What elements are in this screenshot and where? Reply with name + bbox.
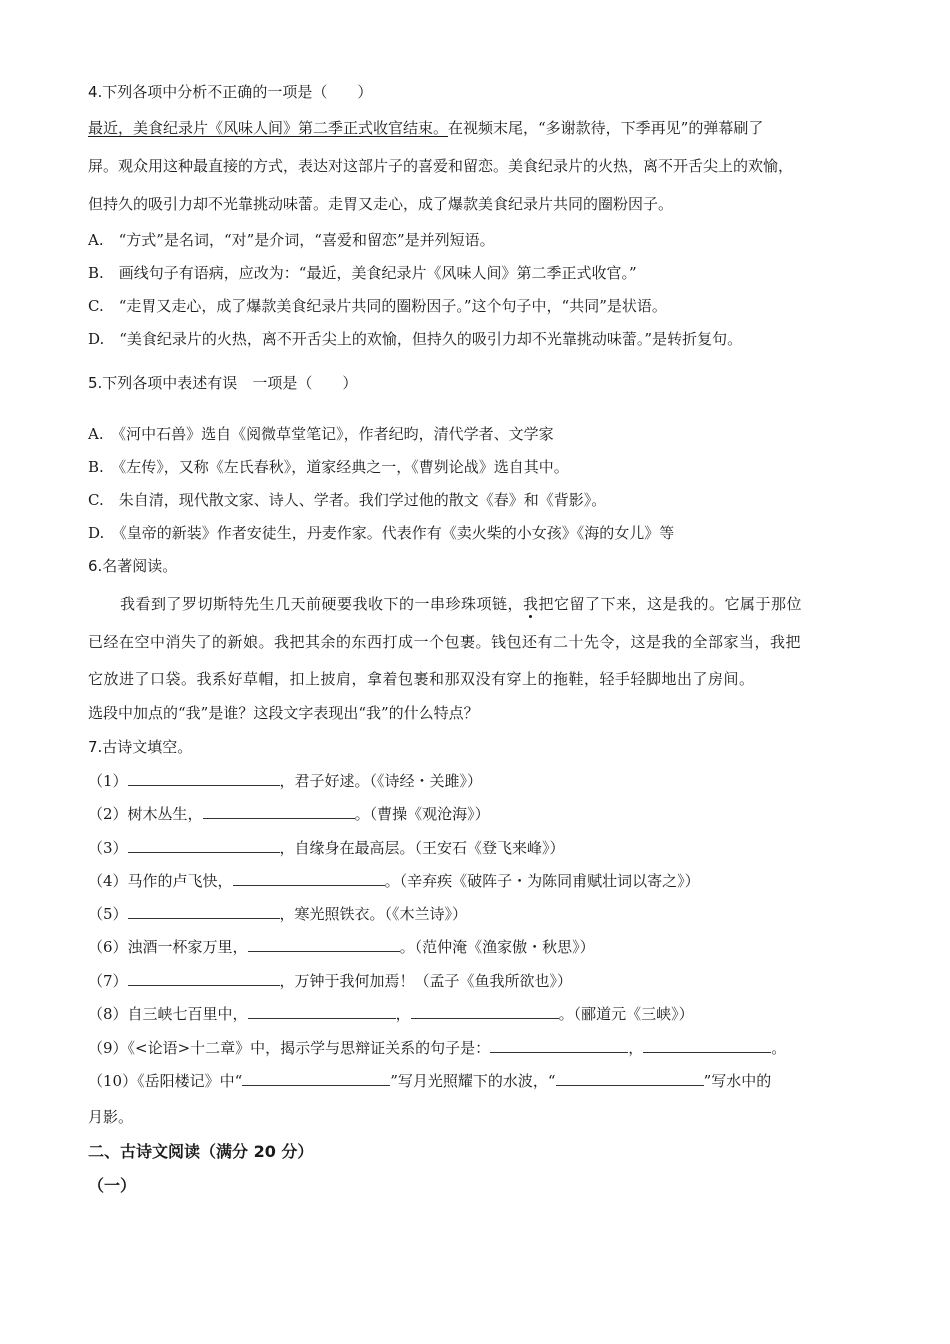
q7-item-8 (88, 1004, 694, 1024)
q4-option-a: A. “方式”是名词，“对”是介词，“喜爱和留恋”是并列短语。 (88, 231, 495, 249)
item-text: 。（郦道元《三峡》） (558, 1005, 694, 1023)
item-text: 《岳阳楼记》中“ (137, 1072, 243, 1090)
fill-blank[interactable] (128, 971, 280, 986)
subsection-heading: （一） (88, 1176, 137, 1195)
section-heading: 二、古诗文阅读（满分 20 分） (88, 1142, 314, 1161)
q7-item-10-continuation: 月影。 (88, 1108, 134, 1126)
item-text: 。（辛弃疾《破阵子・为陈同甫赋壮词以寄之》） (384, 872, 700, 890)
item-number: （6） (88, 938, 128, 956)
item-text: 。（曹操《观沧海》） (354, 805, 490, 823)
q4-passage-line3: 但持久的吸引力却不光靠挑动味蕾。走胃又走心，成了爆款美食纪录片共同的圈粉因子。 (88, 195, 674, 213)
q7-item-3 (88, 838, 565, 858)
q6-dotted-me: 我 (523, 595, 539, 613)
q6-excerpt-line1 (120, 594, 802, 614)
item-number: （2） (88, 805, 128, 823)
fill-blank[interactable] (242, 1071, 390, 1086)
fill-blank[interactable] (128, 838, 280, 853)
q4-option-d: D. “美食纪录片的火热，离不开舌尖上的欢愉，但持久的吸引力却不光靠挑动味蕾。”是转折复句。 (88, 330, 743, 348)
q4-option-b: B. 画线句子有语病，应改为：“最近，美食纪录片《风味人间》第二季正式收官。” (88, 264, 637, 282)
item-number: （9） (88, 1039, 128, 1057)
item-number: （8） (88, 1005, 128, 1023)
q4-underlined-sentence: 最近，美食纪录片《风味人间》第二季正式收官结束。 (88, 119, 449, 137)
item-text: 浊酒一杯家万里， (127, 938, 248, 956)
q7-item-7 (88, 971, 572, 991)
q7-item-6 (88, 937, 595, 957)
q5-option-a: A. 《河中石兽》选自《阅微草堂笔记》，作者纪昀，清代学者、文学家 (88, 425, 554, 443)
fill-blank[interactable] (248, 1004, 396, 1019)
fill-blank[interactable] (128, 771, 280, 786)
q4-passage-line1 (88, 118, 763, 138)
item-text: 。 (771, 1039, 787, 1057)
q7-item-4 (88, 871, 700, 891)
item-text: ， (395, 1005, 411, 1023)
q7-item-9 (88, 1038, 786, 1058)
q6-question: 选段中加点的“我”是谁？这段文字表现出“我”的什么特点？ (88, 704, 479, 722)
fill-blank[interactable] (556, 1071, 704, 1086)
item-number: （3） (88, 839, 128, 857)
q4-passage-line1-rest: 在视频末尾，“多谢款待，下季再见”的弹幕刷了 (448, 119, 764, 137)
fill-blank[interactable] (411, 1004, 559, 1019)
item-text: 。（范仲淹《渔家傲・秋思》） (399, 938, 595, 956)
fill-blank[interactable] (643, 1038, 771, 1053)
q7-stem: 7.古诗文填空。 (88, 738, 193, 756)
item-text: ，万钟于我何加焉！（孟子《鱼我所欲也》） (279, 972, 573, 990)
q7-item-2 (88, 804, 490, 824)
q5-option-d: D. 《皇帝的新装》作者安徒生，丹麦作家。代表作有《卖火柴的小女孩》《海的女儿》等 (88, 524, 675, 542)
fill-blank[interactable] (203, 804, 355, 819)
q4-stem: 4.下列各项中分析不正确的一项是（ ） (88, 83, 373, 101)
item-text: 树木丛生， (127, 805, 203, 823)
fill-blank[interactable] (248, 937, 400, 952)
q7-item-10 (88, 1071, 771, 1091)
item-number: （4） (88, 872, 128, 890)
item-text: ，寒光照铁衣。（《木兰诗》） (279, 905, 468, 923)
q5-option-c: C. 朱自清，现代散文家、诗人、学者。我们学过他的散文《春》和《背影》。 (88, 491, 607, 509)
item-text: ”写水中的 (703, 1072, 772, 1090)
fill-blank[interactable] (490, 1038, 628, 1053)
item-number: （1） (88, 772, 128, 790)
fill-blank[interactable] (128, 904, 280, 919)
q7-item-1 (88, 771, 482, 791)
item-number: （10） (88, 1072, 138, 1090)
q6-excerpt-line3: 它放进了口袋。我系好草帽，扣上披肩，拿着包裹和那双没有穿上的拖鞋，轻手轻脚地出了房间。 (88, 670, 755, 688)
item-number: （7） (88, 972, 128, 990)
item-text: 马作的卢飞快， (127, 872, 233, 890)
q4-option-c: C. “走胃又走心，成了爆款美食纪录片共同的圈粉因子。”这个句子中，“共同”是状语。 (88, 297, 667, 315)
item-number: （5） (88, 905, 128, 923)
item-text: ”写月光照耀下的水波，“ (390, 1072, 556, 1090)
q5-option-b: B. 《左传》，又称《左氏春秋》，道家经典之一，《曹刿论战》选自其中。 (88, 458, 569, 476)
q6-excerpt-line2: 已经在空中消失了的新娘。我把其余的东西打成一个包裹。钱包还有二十先令，这是我的全部家当，我把 (88, 633, 802, 651)
q7-item-5 (88, 904, 467, 924)
q5-stem: 5.下列各项中表述有误 一项是（ ） (88, 374, 358, 392)
item-text: ， (628, 1039, 644, 1057)
fill-blank[interactable] (233, 871, 385, 886)
q6-stem: 6.名著阅读。 (88, 557, 178, 575)
q6-excerpt-line1-b: 把它留了下来，这是我的。它属于那位 (538, 595, 803, 613)
item-text: ，自缘身在最高层。（王安石《登飞来峰》） (279, 839, 565, 857)
item-text: 《<论语>十二章》中，揭示学与思辩证关系的句子是： (127, 1039, 491, 1057)
item-text: 自三峡七百里中， (127, 1005, 248, 1023)
q6-excerpt-line1-a: 我看到了罗切斯特先生几天前硬要我收下的一串珍珠项链， (120, 595, 524, 613)
item-text: ，君子好逑。（《诗经・关雎》） (279, 772, 483, 790)
q4-passage-line2: 屏。观众用这种最直接的方式，表达对这部片子的喜爱和留恋。美食纪录片的火热，离不开舌尖上的欢愉， (88, 157, 794, 175)
